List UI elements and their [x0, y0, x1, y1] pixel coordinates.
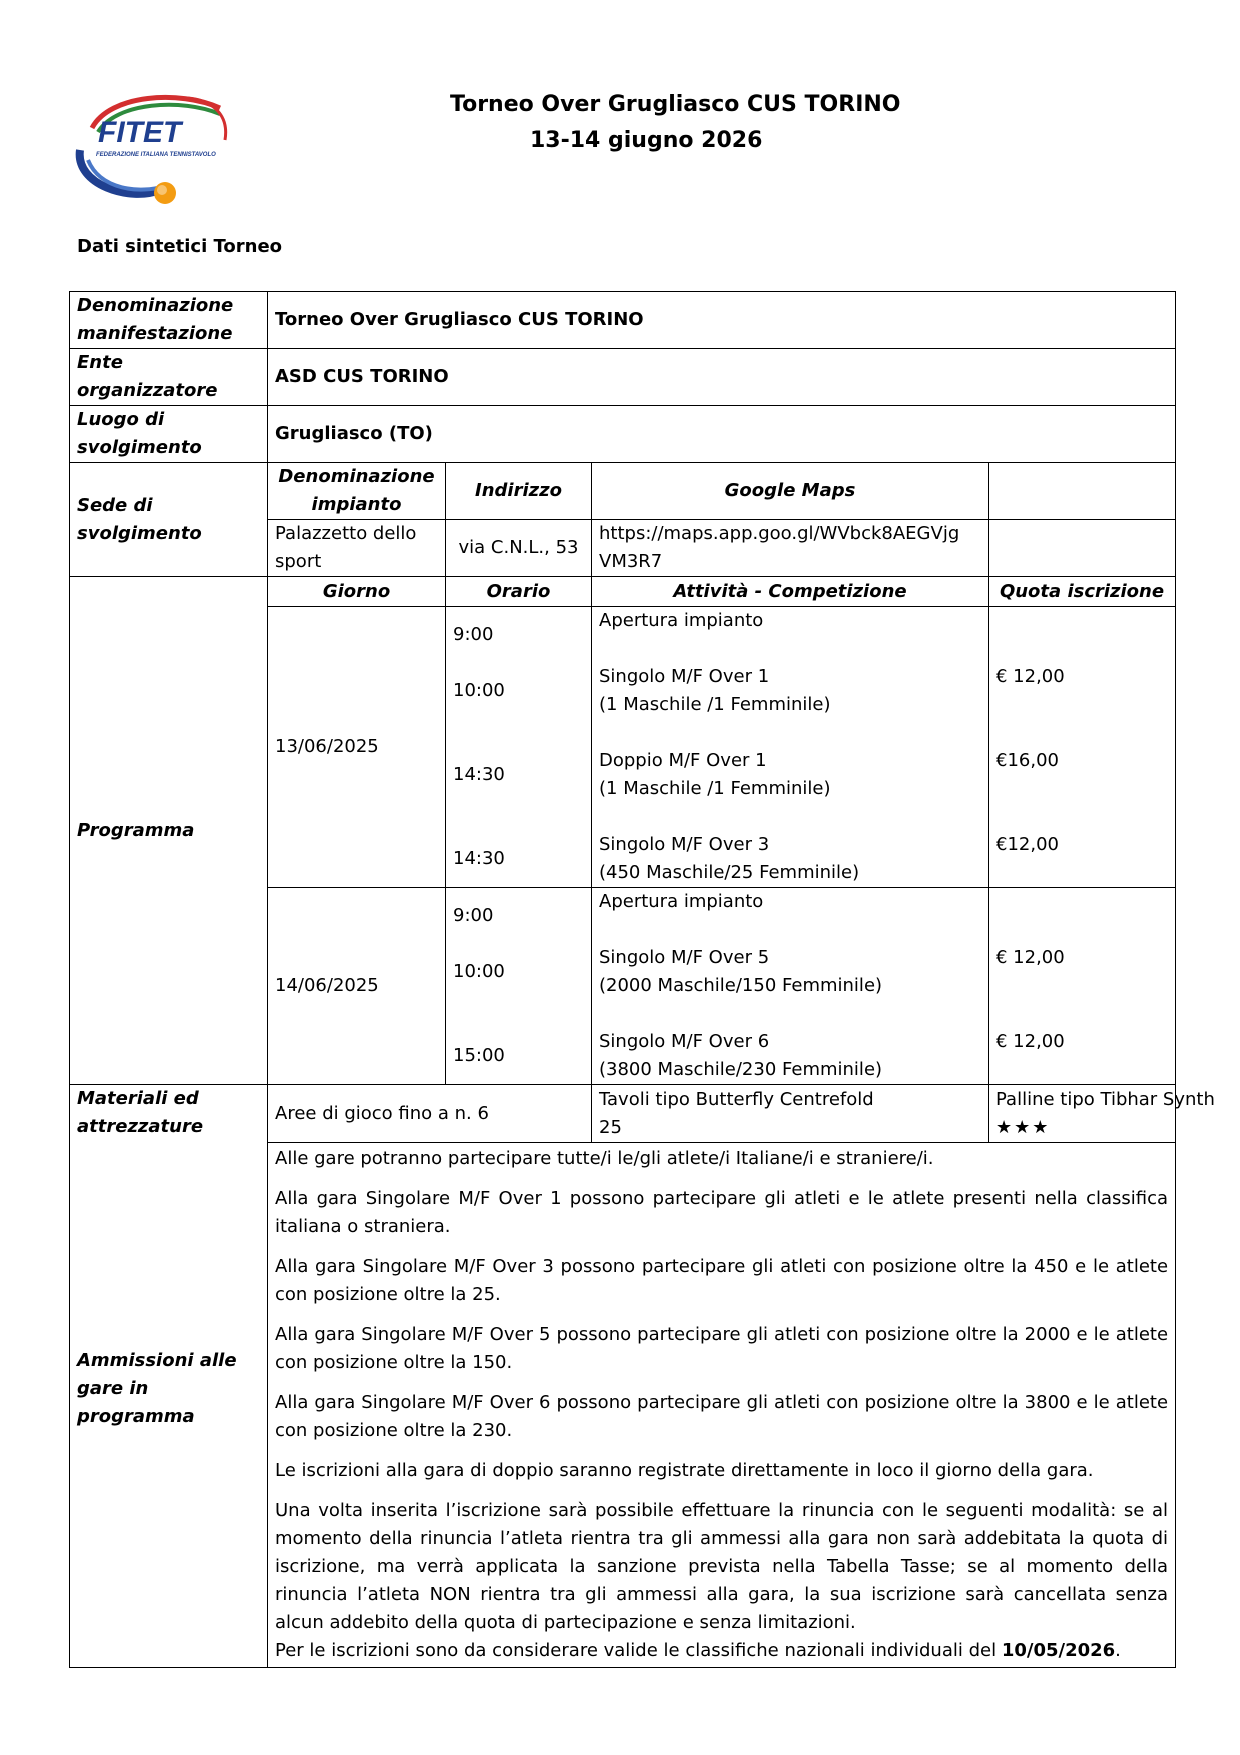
time: 9:00: [453, 905, 494, 926]
value-tavoli: Tavoli tipo Butterfly Centrefold 25: [592, 1085, 989, 1143]
row-materiali: [70, 1085, 1176, 1143]
activity-detail: (2000 Maschile/150 Femminile): [599, 975, 883, 996]
paragraph: Alla gara Singolare M/F Over 1 possono partecipare gli atleti e le atlete presenti nella classifica italiana o straniera.: [275, 1188, 1169, 1237]
classifiche-date: 10/05/2026: [1001, 1640, 1116, 1661]
paragraph: Alla gara Singolare M/F Over 6 possono partecipare gli atleti con posizione oltre la 3800 e le atlete con posizione oltre la 230.: [275, 1392, 1169, 1441]
activity: Singolo M/F Over 3: [599, 834, 770, 855]
paragraph: Alla gara Singolare M/F Over 3 possono partecipare gli atleti con posizione oltre la 450 e le atlete con posizione oltre la 25.: [275, 1256, 1169, 1305]
paragraph: Una volta inserita l’iscrizione sarà possibile effettuare la rinuncia con le seguenti modalità: se al momento della rinuncia l’atleta rientra tra gli ammessi alla gara non sarà addebitata la quota di iscrizione, ma verrà applicata la sanzione prevista nella Tabella Tasse; se al momento della rinuncia l’atleta NON rientra tra gli ammessi alla gara, la sua iscrizione sarà cancellata senza alcun addebito della quota di partecipazione e senza limitazioni.: [275, 1500, 1169, 1633]
paragraph: Le iscrizioni alla gara di doppio saranno registrate direttamente in loco il giorno della gara.: [275, 1460, 1094, 1481]
stars-rating: ★★★: [996, 1116, 1051, 1138]
fee: €12,00: [996, 834, 1059, 855]
col-indirizzo: Indirizzo: [446, 463, 592, 520]
day-2-fees: [989, 888, 1176, 1085]
value-luogo: Grugliasco (TO): [268, 406, 1176, 463]
col-empty: [989, 463, 1176, 520]
time: 9:00: [453, 624, 494, 645]
activity-detail: (3800 Maschile/230 Femminile): [599, 1059, 883, 1080]
activity: Apertura impianto: [599, 610, 764, 631]
row-sede-header: [70, 463, 1176, 520]
value-indirizzo: via C.N.L., 53: [446, 520, 592, 577]
fee: € 12,00: [996, 1031, 1065, 1052]
day-1-date: 13/06/2025: [268, 607, 446, 888]
activity: Doppio M/F Over 1: [599, 750, 767, 771]
title-line-2: 13-14 giugno 2026: [530, 128, 763, 153]
label-denominazione: Denominazione manifestazione: [70, 292, 268, 349]
value-palline: Palline tipo Tibhar Synth ★★★: [989, 1085, 1176, 1143]
section-heading: Dati sintetici Torneo: [77, 236, 283, 257]
row-programma-header: [70, 577, 1176, 607]
activity: Singolo M/F Over 1: [599, 666, 770, 687]
label-programma: Programma: [70, 577, 268, 1085]
day-2-date: 14/06/2025: [268, 888, 446, 1085]
logo-text: FITET: [98, 116, 182, 149]
fee: € 12,00: [996, 947, 1065, 968]
value-aree: Aree di gioco fino a n. 6: [268, 1085, 592, 1143]
time: 15:00: [453, 1045, 505, 1066]
activity-detail: (450 Maschile/25 Femminile): [599, 862, 860, 883]
col-google-maps: Google Maps: [592, 463, 989, 520]
paragraph-classifiche: Per le iscrizioni sono da considerare valide le classifiche nazionali individuali del 10/05/2026.: [275, 1640, 1121, 1661]
time: 14:30: [453, 764, 505, 785]
value-ente: ASD CUS TORINO: [268, 349, 1176, 406]
title-line-1: Torneo Over Grugliasco CUS TORINO: [450, 92, 901, 117]
activity: Singolo M/F Over 5: [599, 947, 770, 968]
ammissioni-text: [268, 1143, 1176, 1668]
value-denominazione: Torneo Over Grugliasco CUS TORINO: [268, 292, 1176, 349]
activity-detail: (1 Maschile /1 Femminile): [599, 694, 831, 715]
fee: € 12,00: [996, 666, 1065, 687]
time: 14:30: [453, 848, 505, 869]
fee: €16,00: [996, 750, 1059, 771]
label-sede: Sede di svolgimento: [70, 463, 268, 577]
activity: Singolo M/F Over 6: [599, 1031, 770, 1052]
day-2-activities: [592, 888, 989, 1085]
paragraph: Alla gara Singolare M/F Over 5 possono partecipare gli atleti con posizione oltre la 2000 e le atlete con posizione oltre la 150.: [275, 1324, 1169, 1373]
col-quota: Quota iscrizione: [989, 577, 1176, 607]
tournament-summary-table: [69, 291, 1215, 1668]
time: 10:00: [453, 961, 505, 982]
col-orario: Orario: [446, 577, 592, 607]
label-luogo: Luogo di svolgimento: [70, 406, 268, 463]
paragraph: Alle gare potranno partecipare tutte/i le/gli atlete/i Italiane/i e straniere/i.: [275, 1148, 934, 1169]
value-empty: [989, 520, 1176, 577]
activity: Apertura impianto: [599, 891, 764, 912]
label-ammissioni: Ammissioni alle: [77, 1350, 237, 1371]
col-impianto: Denominazione impianto: [268, 463, 446, 520]
time: 10:00: [453, 680, 505, 701]
fitet-logo: [70, 90, 245, 210]
fee: [996, 607, 1168, 663]
col-attivita: Attività - Competizione: [592, 577, 989, 607]
logo-subtext: FEDERAZIONE ITALIANA TENNISTAVOLO: [96, 152, 216, 158]
fee: [996, 888, 1168, 944]
activity-detail: (1 Maschile /1 Femminile): [599, 778, 831, 799]
label-ente: Ente organizzatore: [70, 349, 268, 406]
day-1-times: [446, 607, 592, 888]
label-materiali-ammissioni: Materiali ed attrezzature Ammissioni alle gare in programma: [70, 1085, 268, 1668]
row-luogo: [70, 406, 1176, 463]
col-giorno: Giorno: [268, 577, 446, 607]
day-2-times: [446, 888, 592, 1085]
day-1-activities: [592, 607, 989, 888]
value-impianto: Palazzetto dello sport: [268, 520, 446, 577]
row-ente: [70, 349, 1176, 406]
day-1-fees: [989, 607, 1176, 888]
maps-link[interactable]: https://maps.app.goo.gl/WVbck8AEGVjg VM3R7: [592, 520, 989, 577]
row-denominazione: [70, 292, 1176, 349]
